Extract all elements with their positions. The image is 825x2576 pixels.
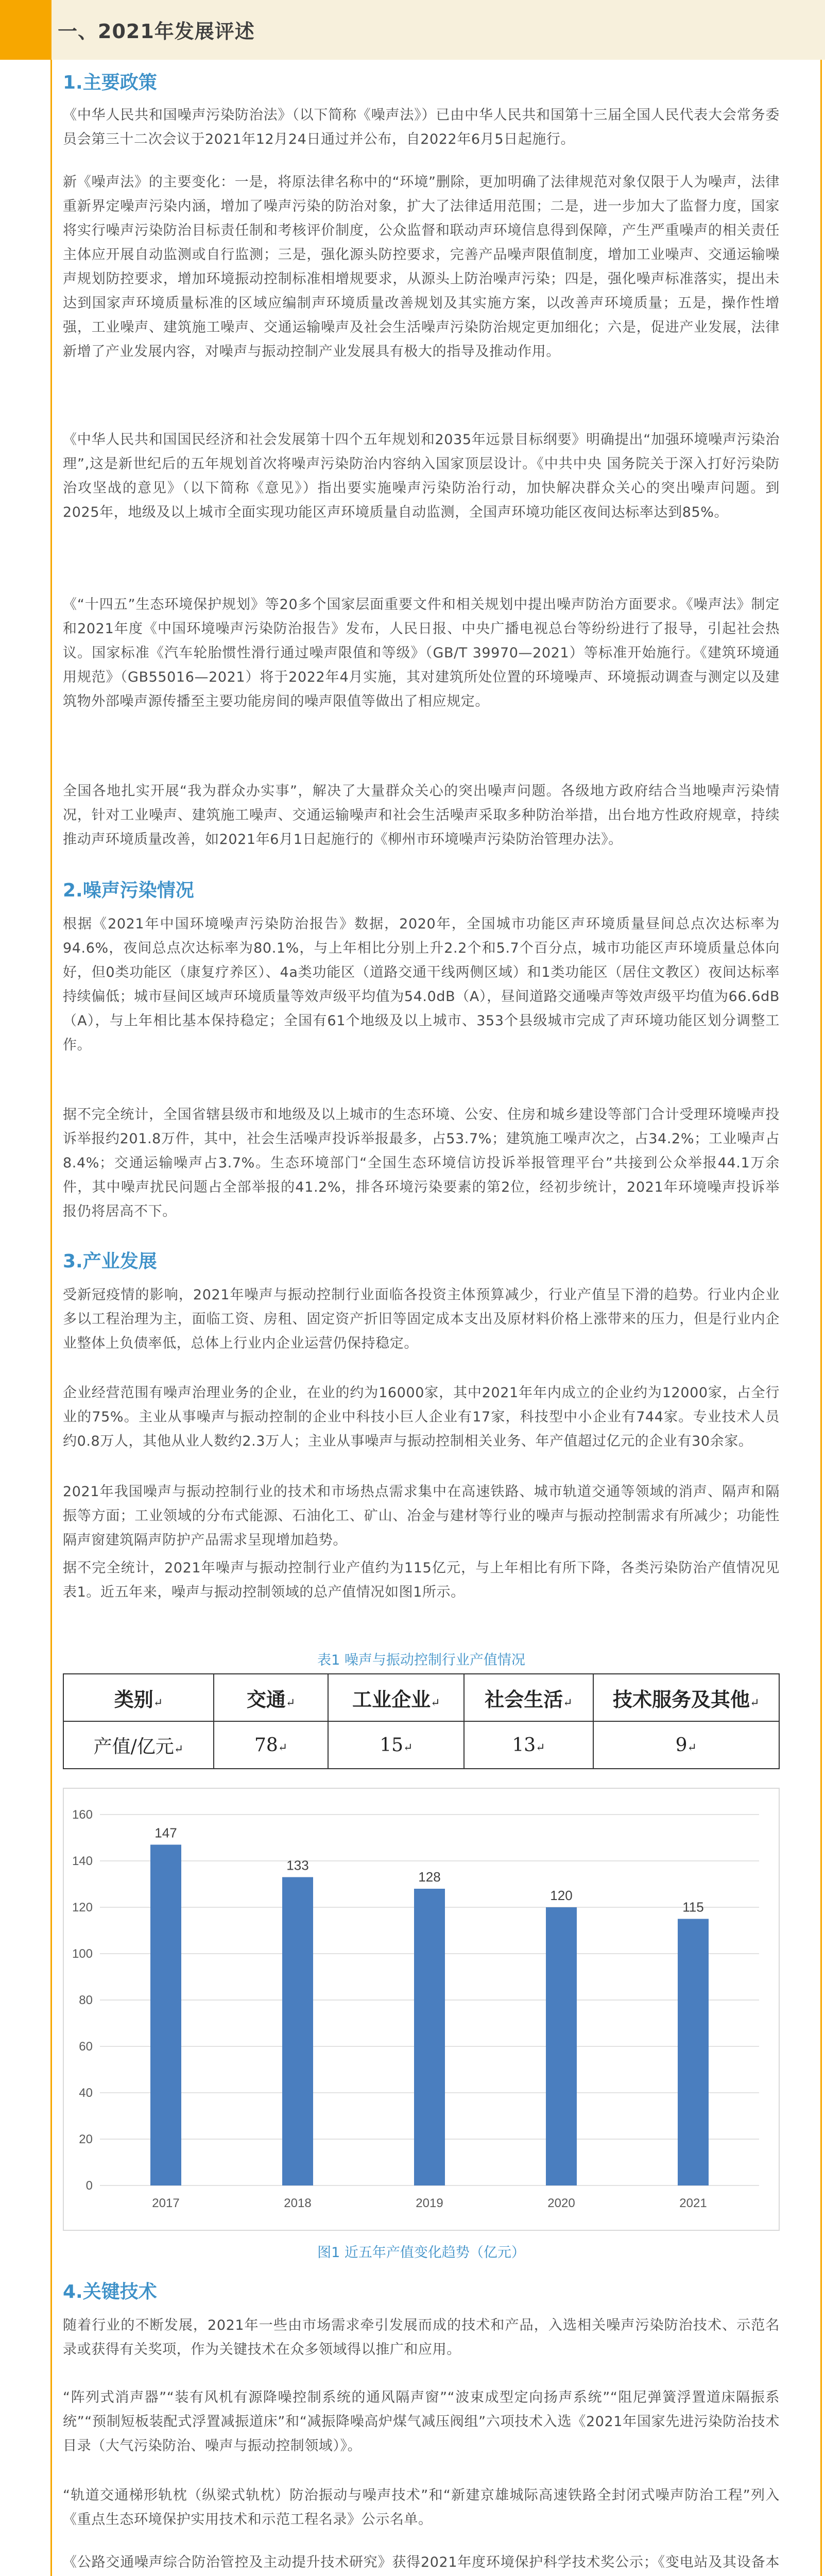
- table-header-cell: 社会生活↵: [464, 1674, 593, 1721]
- paragraph: 《中华人民共和国国民经济和社会发展第十四个五年规划和2035年远景目标纲要》明确提出“加强环境噪声污染治理”,这是新世纪后的五年规划首次将噪声污染防治内容纳入国家顶层设计。《中共中央 国务院关于深入打好污染防治攻坚战的意见》（以下简称《意见》）指出要实施噪声污染防治行动，加快解决群众关心的突出噪声问题。到2025年，地级及以上城市全面实现功能区声环境质量自动监测，全国声环境功能区夜间达标率达到85%。: [63, 432, 780, 520]
- header-accent-bar: [0, 0, 51, 60]
- bar: [546, 1907, 577, 2185]
- x-tick-label: 2020: [547, 2196, 575, 2210]
- table-cell: 9↵: [593, 1721, 779, 1769]
- table-caption: 表1 噪声与振动控制行业产值情况: [317, 1652, 525, 1668]
- data-label: 133: [286, 1857, 309, 1873]
- bar-chart: [64, 1789, 779, 2230]
- table-cell: 15↵: [328, 1721, 464, 1769]
- x-tick-label: 2017: [152, 2196, 180, 2210]
- subsection-heading: 1.主要政策: [63, 72, 157, 93]
- x-tick-label: 2019: [416, 2196, 443, 2210]
- table-cell: 78↵: [214, 1721, 328, 1769]
- y-tick-label: 160: [72, 1808, 93, 1822]
- data-label: 147: [154, 1825, 177, 1841]
- y-tick-label: 100: [72, 1947, 93, 1961]
- bar: [678, 1919, 709, 2186]
- data-label: 115: [682, 1899, 704, 1915]
- y-tick-label: 20: [79, 2132, 93, 2146]
- subsection-heading: 4.关键技术: [63, 2281, 157, 2302]
- table-header-cell: 类别↵: [63, 1674, 214, 1721]
- y-tick-label: 140: [72, 1854, 93, 1868]
- bar: [282, 1877, 313, 2186]
- section-title: 一、2021年发展评述: [58, 20, 255, 43]
- table-header-cell: 工业企业↵: [328, 1674, 464, 1721]
- data-label: 120: [550, 1888, 573, 1903]
- table-header-cell: 交通↵: [214, 1674, 328, 1721]
- paragraph: 全国各地扎实开展“我为群众办实事”，解决了大量群众关心的突出噪声问题。各级地方政府结合当地噪声污染情况，针对工业噪声、建筑施工噪声、交通运输噪声和社会生活噪声采取多种防治举措，出台地方性政府规章，持续推动声环境质量改善，如2021年6月1日起施行的《柳州市环境噪声污染防治管理办法》。: [63, 783, 780, 848]
- y-tick-label: 40: [79, 2086, 93, 2100]
- paragraph: “阵列式消声器”“装有风机有源降噪控制系统的通风隔声窗”“波束成型定向扬声系统”“阻尼弹簧浮置道床隔振系统”“预制短板装配式浮置减振道床”和“减振降噪高炉煤气减压阀组”六项技术入选《2021年国家先进污染防治技术目录（大气污染防治、噪声与振动控制领域）》。: [63, 2389, 780, 2454]
- bar: [150, 1845, 181, 2186]
- bar: [414, 1889, 445, 2185]
- table-cell: 13↵: [464, 1721, 593, 1769]
- paragraph: “轨道交通梯形轨枕（纵梁式轨枕）防治振动与噪声技术”和“新建京雄城际高速铁路全封闭式噪声防治工程”列入《重点生态环境保护实用技术和示范工程名录》公示名单。: [63, 2487, 780, 2528]
- chart-container: [63, 1788, 780, 2231]
- paragraph: 据不完全统计，2021年噪声与振动控制行业产值约为115亿元，与上年相比有所下降，各类污染防治产值情况见表1。近五年来，噪声与振动控制领域的总产值情况如图1所示。: [63, 1560, 780, 1600]
- table-header-row: [63, 1674, 779, 1721]
- subsection-heading: 2.噪声污染情况: [63, 880, 194, 901]
- section-header-2021: [0, 0, 825, 60]
- paragraph: 《“十四五”生态环境保护规划》等20多个国家层面重要文件和相关规划中提出噪声防治方面要求。《噪声法》制定和2021年度《中国环境噪声污染防治报告》发布，人民日报、中央广播电视总台等纷纷进行了报导，引起社会热议。国家标准《汽车轮胎惯性滑行通过噪声限值和等级》（GB/T 39970—2021）等标准开始施行。《建筑环境通用规范》（GB55016—2021）将于2022年4月实施，其对建筑所处位置的环境噪声、环境振动调查与测定以及建筑物外部噪声源传播至主要功能房间的噪声限值等做出了相应规定。: [63, 597, 780, 709]
- y-tick-label: 60: [79, 2040, 93, 2054]
- x-tick-label: 2018: [284, 2196, 312, 2210]
- y-tick-label: 80: [79, 1993, 93, 2007]
- table-row-label: 产值/亿元↵: [63, 1721, 214, 1769]
- data-label: 128: [418, 1869, 441, 1885]
- table-row: [63, 1721, 779, 1769]
- paragraph: 企业经营范围有噪声治理业务的企业，在业的约为16000家，其中2021年年内成立的企业约为12000家，占全行业的75%。主业从事噪声与振动控制的企业中科技小巨人企业有17家，科技型中小企业有744家。专业技术人员约0.8万人，其他从业人数约2.3万人；主业从事噪声与振动控制相关业务、年产值超过亿元的企业有30余家。: [63, 1385, 780, 1449]
- output-table: [63, 1673, 780, 1769]
- paragraph: 新《噪声法》的主要变化：一是，将原法律名称中的“环境”删除，更加明确了法律规范对象仅限于人为噪声，法律重新界定噪声污染内涵，增加了噪声污染的防治对象，扩大了法律适用范围；二是，进一步加大了监督力度，国家将实行噪声污染防治目标责任制和考核评价制度，公众监督和联动声环境信息得到保障，产生严重噪声的相关责任主体应开展自动监测或自行监测；三是，强化源头防控要求，完善产品噪声限值制度，增加工业噪声、交通运输噪声规划防控要求，增加环境振动控制标准相增规要求，从源头上防治噪声污染；四是，强化噪声标准落实，提出未达到国家声环境质量标准的区域应编制声环境质量改善规划及其实施方案，以改善声环境质量；五是，操作性增强，工业噪声、建筑施工噪声、交通运输噪声及社会生活噪声污染防治规定更加细化；六是，促进产业发展，法律新增了产业发展内容，对噪声与振动控制产业发展具有极大的指导及推动作用。: [63, 174, 780, 360]
- chart-caption: 图1 近五年产值变化趋势（亿元）: [317, 2245, 525, 2261]
- table-header-cell: 技术服务及其他↵: [593, 1674, 779, 1721]
- paragraph: 受新冠疫情的影响，2021年噪声与振动控制行业面临各投资主体预算减少，行业产值呈下滑的趋势。行业内企业多以工程治理为主，面临工资、房租、固定资产折旧等固定成本支出及原材料价格上涨带来的压力，但是行业内企业整体上负债率低，总体上行业内企业运营仍保持稳定。: [63, 1287, 780, 1351]
- paragraph: 2021年我国噪声与振动控制行业的技术和市场热点需求集中在高速铁路、城市轨道交通等领域的消声、隔声和隔振等方面；工业领域的分布式能源、石油化工、矿山、冶金与建材等行业的噪声与振动控制需求有所减少；功能性隔声窗建筑隔声防护产品需求呈现增加趋势。: [63, 1484, 780, 1548]
- y-tick-label: 120: [72, 1901, 93, 1914]
- paragraph: 根据《2021年中国环境噪声污染防治报告》数据，2020年，全国城市功能区声环境质量昼间总点次达标率为94.6%，夜间总点次达标率为80.1%，与上年相比分别上升2.2个和5.7个百分点，城市功能区声环境质量总体向好，但0类功能区（康复疗养区）、4a类功能区（道路交通干线两侧区域）和1类功能区（居住文教区）夜间达标率持续偏低；城市昼间区域声环境质量等效声级平均值为54.0dB（A），昼间道路交通噪声等效声级平均值为66.6dB（A），与上年相比基本保持稳定；全国有61个地级及以上城市、353个县级城市完成了声环境功能区划分调整工作。: [63, 916, 780, 1053]
- subsection-heading: 3.产业发展: [63, 1251, 157, 1272]
- paragraph: 《公路交通噪声综合防治管控及主动提升技术研究》获得2021年度环境保护科学技术奖公示；《变电站及其设备本: [63, 2554, 780, 2570]
- paragraph: 《中华人民共和国噪声污染防治法》（以下简称《噪声法》）已由中华人民共和国第十三届全国人民代表大会常务委员会第三十二次会议于2021年12月24日通过并公布，自2022年6月5日起施行。: [63, 107, 780, 147]
- paragraph: 随着行业的不断发展，2021年一些由市场需求牵引发展而成的技术和产品，入选相关噪声污染防治技术、示范名录或获得有关奖项，作为关键技术在众多领域得以推广和应用。: [63, 2317, 780, 2358]
- x-tick-label: 2021: [679, 2196, 707, 2210]
- y-tick-label: 0: [85, 2179, 93, 2193]
- paragraph: 据不完全统计，全国省辖县级市和地级及以上城市的生态环境、公安、住房和城乡建设等部门合计受理环境噪声投诉举报约201.8万件，其中，社会生活噪声投诉举报最多，占53.7%；建筑施工噪声次之，占34.2%；工业噪声占8.4%；交通运输噪声占3.7%。生态环境部门“全国生态环境信访投诉举报管理平台”共接到公众举报44.1万余件，其中噪声扰民问题占全部举报的41.2%，排各环境污染要素的第2位，经初步统计，2021年环境噪声投诉举报仍将居高不下。: [63, 1107, 780, 1219]
